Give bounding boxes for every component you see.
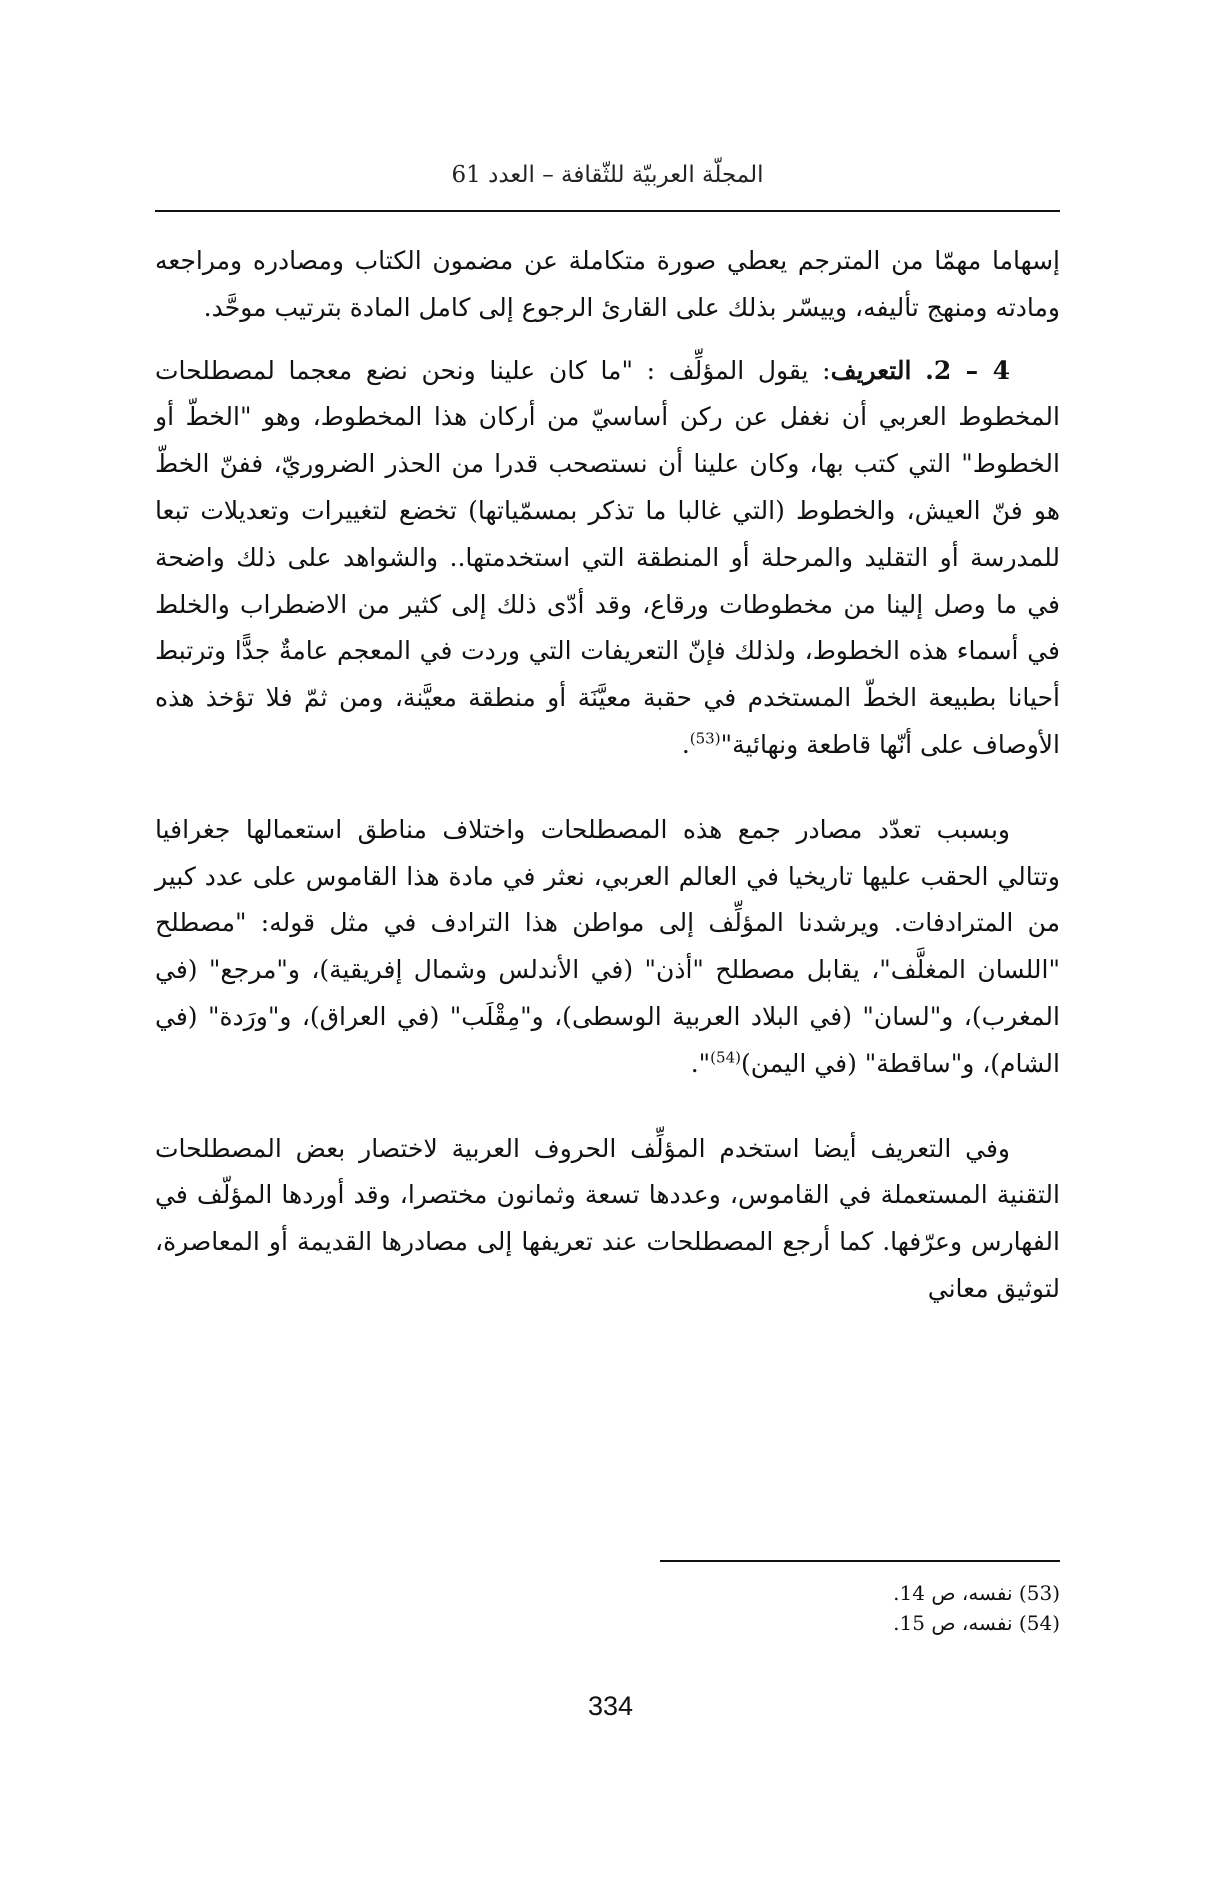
footnote-ref-54[interactable]: (54) [710, 1048, 741, 1067]
body-text [155, 238, 1060, 1313]
running-header: المجلّة العربيّة للثّقافة – العدد 61 [451, 162, 764, 188]
paragraph-4: وفي التعريف أيضا استخدم المؤلِّف الحروف العربية لاختصار بعض المصطلحات التقنية المستعملة في القاموس، وعددها تسعة وثمانون مختصرا، وقد أوردها المؤلّف في الفهارس وعرّفها. كما أرجع المصطلحات عند تعريفها إلى مصادرها القديمة أو المعاصرة، لتوثيق معاني [155, 1133, 1060, 1303]
paragraph-3 [155, 807, 1060, 1088]
footnote-divider [660, 1560, 1060, 1562]
footnote-54: (54) نفسه، ص 15. [893, 1611, 1060, 1635]
footnote-ref-53[interactable]: (53) [689, 729, 721, 748]
paragraph-2-text: : يقول المؤلِّف : "ما كان علينا ونحن نضع معجما لمصطلحات المخطوط العربي أن نغفل عن ركن أساسيّ من أركان هذا المخطوط، وهو "الخطّ أو الخطوط" التي كتب بها، وكان علينا أن نستصحب قدرا من الحذر الضروريّ، ففنّ الخطّ هو فنّ العيش، والخطوط (التي غالبا ما تذكر بمسمّياتها) تخضع لتغييرات وتعديلات تبعا للمدرسة أو التقليد والمرحلة أو المنطقة التي استخدمتها.. والشواهد على ذلك واضحة في ما وصل إلينا من مخطوطات ورقاع، وقد أدّى ذلك إلى كثير من الاضطراب والخلط في أسماء هذه الخطوط، ولذلك فإنّ التعريفات التي وردت في المعجم عامةٌ جدًّا وترتبط أحيانا بطبيعة الخطّ المستخدم في حقبة معيَّنَة أو منطقة معيَّنة، ومن ثمّ فلا تؤخذ هذه الأوصاف على أنّها قاطعة ونهائية" [155, 355, 1060, 759]
paragraph-1: إسهاما مهمّا من المترجم يعطي صورة متكاملة عن مضمون الكتاب ومصادره ومراجعه ومادته ومنهج تأليفه، وييسّر بذلك على القارئ الرجوع إلى كامل المادة بترتيب موحَّد. [155, 246, 1060, 322]
section-number: 4 – 2. [925, 355, 1010, 385]
header-divider [155, 210, 1060, 212]
page-number: 334 [587, 1691, 634, 1721]
footnote-53: (53) نفسه، ص 14. [893, 1581, 1060, 1605]
paragraph-3-text: وبسبب تعدّد مصادر جمع هذه المصطلحات واختلاف مناطق استعمالها جغرافيا وتتالي الحقب عليها تاريخيا في العالم العربي، نعثر في مادة هذا القاموس على عدد كبير من المترادفات. ويرشدنا المؤلِّف إلى مواطن هذا الترادف في مثل قوله: "مصطلح "اللسان المغلَّف"، يقابل مصطلح "أذن" (في الأندلس وشمال إفريقية)، و"مرجع" (في المغرب)، و"لسان" (في البلاد العربية الوسطى)، و"مِقْلَب" (في العراق)، و"ورَدة" (في الشام)، و"ساقطة" (في اليمن) [155, 814, 1060, 1078]
paragraph-2 [155, 348, 1060, 769]
paragraph-2-end: . [681, 729, 690, 759]
footnotes [620, 1578, 1060, 1638]
paragraph-3-end: ". [690, 1048, 711, 1078]
section-heading: التعريف [830, 355, 912, 385]
